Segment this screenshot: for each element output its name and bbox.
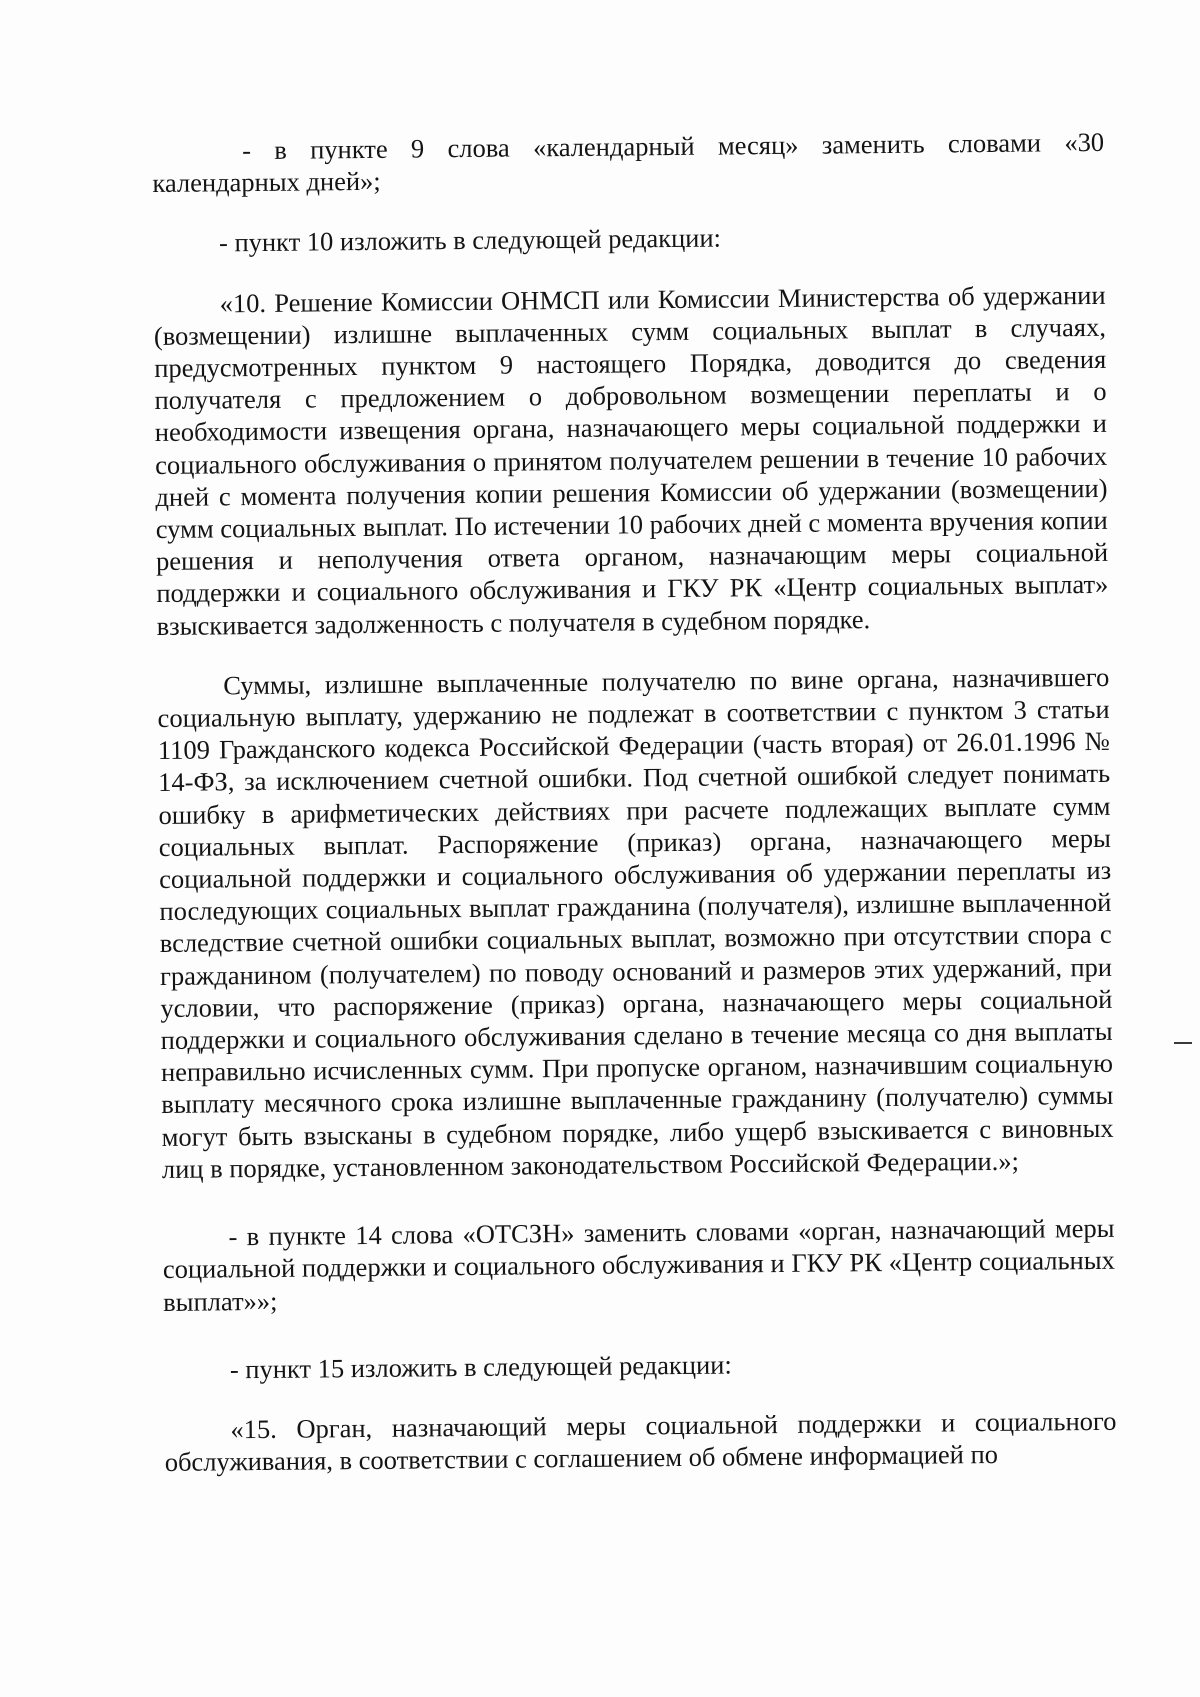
paragraph-item-10-intro: - пункт 10 изложить в следующей редакции: [218,222,722,258]
document-body [152,126,1117,1478]
margin-mark [1174,1042,1192,1044]
paragraph-item-15-intro: - пункт 15 изложить в следующей редакции: [229,1349,732,1385]
paragraph-item-14-amendment: - в пункте 14 слова «ОТСЗН» заменить словами «орган, назначающий меры социальной поддержки и социального обслуживания и ГКУ РК «Центр социальных выплат»»; [162,1212,1115,1317]
paragraph-overpayment-rules: Суммы, излишне выплаченные получателю по вине органа, назначившего социальную выплату, удержанию не подлежат в соответствии с пунктом 3 статьи 1109 Гражданского кодекса Российской Федерации (часть вторая) от 26.01.1996 № 14-ФЗ, за исключением счетной ошибки. Под счетной ошибкой следует понимать ошибку в арифметических действиях при расчете подлежащих выплате сумм социальных выплат. Распоряжение (приказ) органа, назначающего меры социальной поддержки и социального обслуживания об удержании переплаты из последующих социальных выплат гражданина (получателя), излишне выплаченной вследствие счетной ошибки социальных выплат, возможно при отсутствии спора с гражданином (получателем) по поводу оснований и размеров этих удержаний, при условии, что распоряжение (приказ) органа, назначающего меры социальной поддержки и социального обслуживания сделано в течение месяца со дня выплаты неправильно исчисленных сумм. При пропуске органом, назначившим социальную выплату месячного срока излишне выплаченные гражданину (получателю) суммы могут быть взысканы в судебном порядке, либо ущерб взыскивается с виновных лиц в порядке, установленном законодательством Российской Федерации.»; [157,661,1114,1184]
paragraph-item-10-text: «10. Решение Комиссии ОНМСП или Комиссии Министерства об удержании (возмещении) излишне выплаченных сумм социальных выплат в случаях, предусмотренных пунктом 9 настоящего Порядка, доводится до сведения получателя с предложением о добровольном возмещении переплаты и о необходимости извещения органа, назначающего меры социальной поддержки и социального обслуживания о принятом получателем решении в течение 10 рабочих дней с момента получения копии решения Комиссии об удержании (возмещении) сумм социальных выплат. По истечении 10 рабочих дней с момента вручения копии решения и неполучения ответа органом, назначающим меры социальной поддержки и социального обслуживания и ГКУ РК «Центр социальных выплат» взыскивается задолженность с получателя в судебном порядке. [153,279,1109,641]
paragraph-item-9-amendment: - в пункте 9 слова «календарный месяц» заменить словами «30 календарных дней»; [152,126,1105,199]
paragraph-item-15-text: «15. Орган, назначающий меры социальной поддержки и социального обслуживания, в соответствии с соглашением об обмене информацией по [164,1405,1117,1478]
